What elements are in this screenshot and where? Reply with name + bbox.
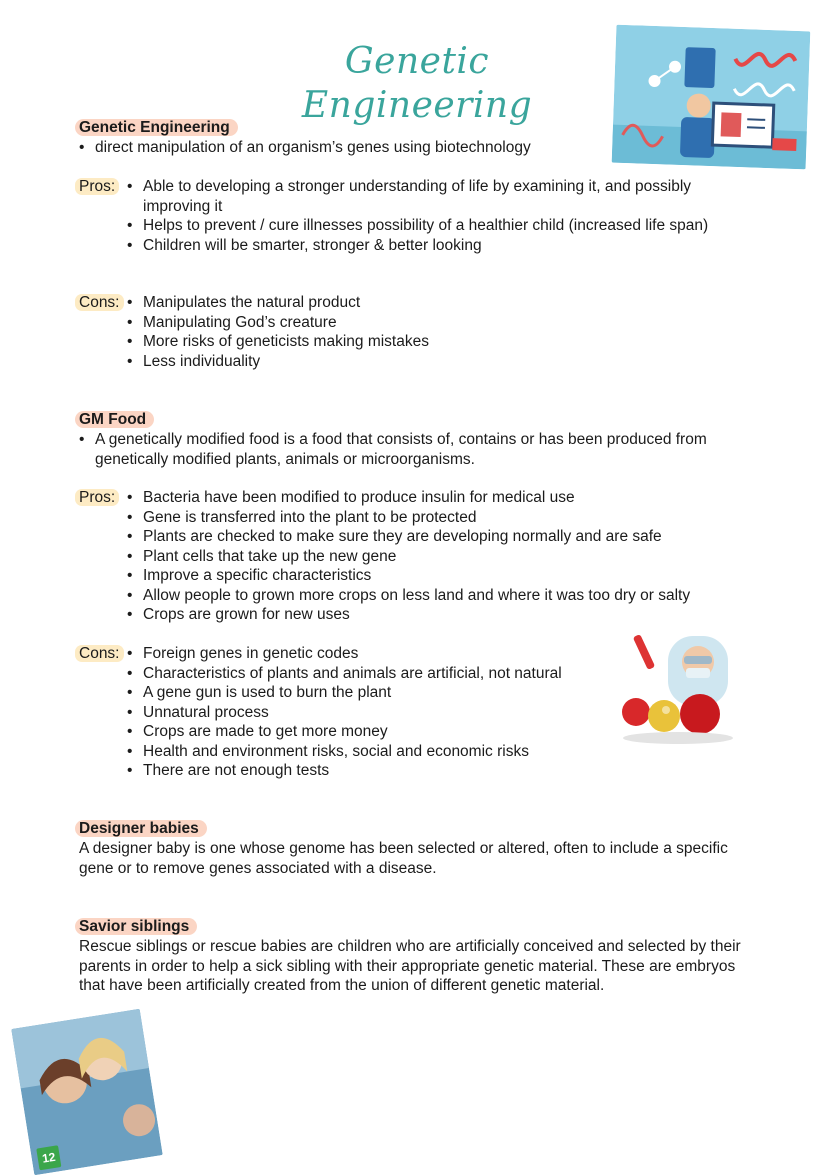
list-item: • Allow people to grown more crops on less land and where it was too dry or salty [127,586,767,606]
list-item: • Less individuality [127,352,727,372]
list-item: • Improve a specific characteristics [127,566,767,586]
savior-siblings-text: Rescue siblings or rescue babies are children who are artificially conceived and selected by their parents in order to help a sick sibling with their appropriate genetic material. These are embryos that have been artificially created from the union of different genetic material. [79,938,741,994]
list-item: • Health and environment risks, social and economic risks [127,742,617,762]
list-item: • A gene gun is used to burn the plant [127,683,617,703]
list-item: • A genetically modified food is a food that consists of, contains or has been produced from genetically modified plants, animals or microorganisms. [79,430,739,469]
movie-dvd-cover [11,1009,163,1175]
gm-cons-label: Cons: [75,645,124,662]
page-title: Genetic Engineering [301,41,533,126]
list-item: • direct manipulation of an organism’s genes using biotechnology [79,138,599,158]
section-heading-designer-babies: Designer babies [75,820,207,837]
list-item: • Characteristics of plants and animals are artificial, not natural [127,664,617,684]
gm-fruit-photo [618,626,740,750]
ge-cons-label: Cons: [75,294,124,311]
list-item: • Crops are made to get more money [127,722,617,742]
list-item: • Crops are grown for new uses [127,605,767,625]
age-rating-badge: 12 [41,1149,57,1166]
list-item: • More risks of geneticists making mistakes [127,332,727,352]
gm-pros-label: Pros: [75,489,119,506]
designer-babies-text: A designer baby is one whose genome has been selected or altered, often to include a specific gene or to remove genes associated with a disease. [79,840,728,877]
gm-pros-list [127,488,767,625]
gm-cons-list [127,644,617,781]
list-item: • Plant cells that take up the new gene [127,547,767,567]
list-item: • Helps to prevent / cure illnesses possibility of a healthier child (increased life span) [127,216,727,236]
list-item: • Manipulating God’s creature [127,313,727,333]
list-item: • Bacteria have been modified to produce insulin for medical use [127,488,767,508]
list-item: • Manipulates the natural product [127,293,727,313]
list-item: • Foreign genes in genetic codes [127,644,617,664]
ge-pros-label: Pros: [75,178,119,195]
lab-illustration [612,25,811,170]
list-item: • Able to developing a stronger understanding of life by examining it, and possibly improving it [127,177,727,216]
ge-cons-list [127,293,727,371]
section-heading-savior-siblings: Savior siblings [75,918,197,935]
ge-definition-list [79,138,599,158]
list-item: • Gene is transferred into the plant to be protected [127,508,767,528]
list-item: • Children will be smarter, stronger & better looking [127,236,727,256]
gm-definition-list [79,430,739,469]
list-item: • There are not enough tests [127,761,617,781]
list-item: • Plants are checked to make sure they are developing normally and are safe [127,527,767,547]
ge-pros-list [127,177,727,255]
list-item: • Unnatural process [127,703,617,723]
section-heading-genetic-engineering: Genetic Engineering [75,119,238,136]
section-heading-gm-food: GM Food [75,411,154,428]
